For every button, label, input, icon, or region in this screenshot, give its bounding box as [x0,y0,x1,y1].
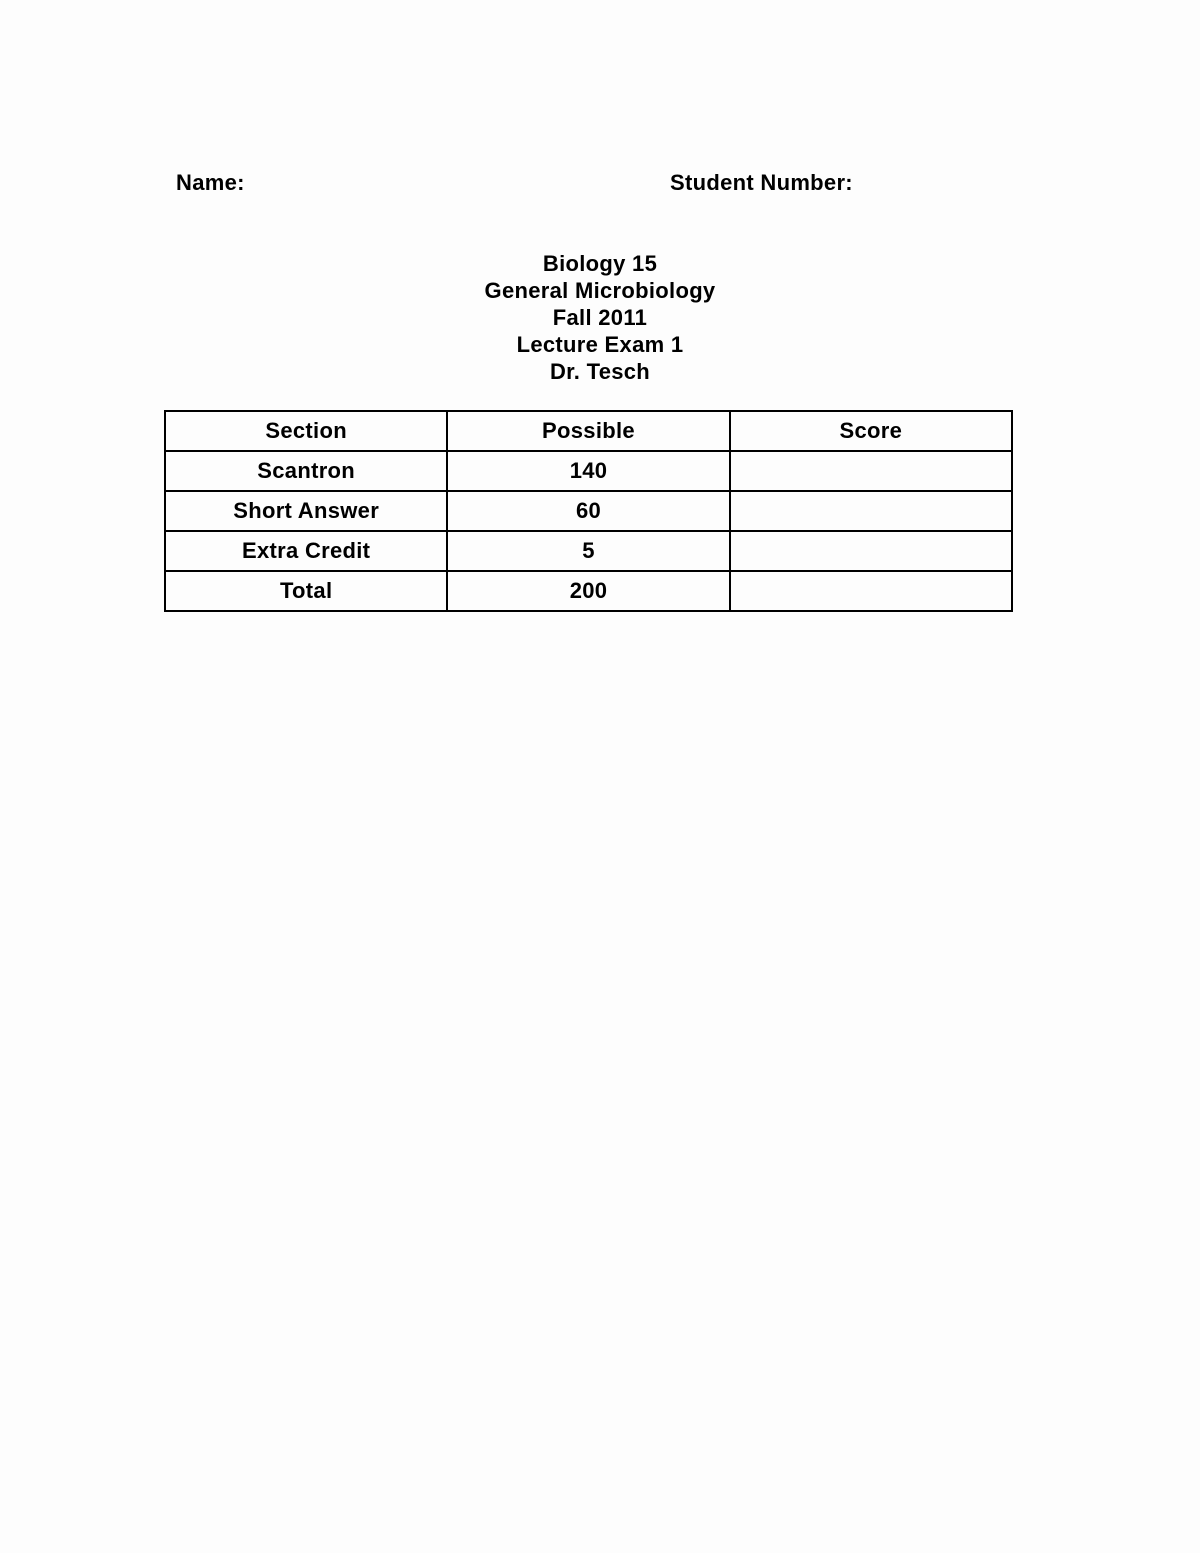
table-row [165,571,1012,611]
score-table [164,410,1013,612]
possible-cell: 140 [447,451,729,491]
table-row [165,451,1012,491]
score-cell [730,491,1012,531]
section-cell: Short Answer [165,491,447,531]
table-row [165,491,1012,531]
term-title: Fall 2011 [552,305,648,330]
student-number-label: Student Number: [670,170,853,195]
exam-title-block [0,250,1200,385]
name-label: Name: [176,170,245,195]
column-header-score: Score [730,411,1012,451]
course-title: Biology 15 [542,251,658,276]
exam-name: Lecture Exam 1 [516,332,684,357]
table-row [165,531,1012,571]
table-header-row [165,411,1012,451]
possible-cell: 200 [447,571,729,611]
score-cell [730,571,1012,611]
score-cell [730,451,1012,491]
possible-cell: 60 [447,491,729,531]
column-header-section: Section [165,411,447,451]
subject-title: General Microbiology [484,278,716,303]
section-cell: Extra Credit [165,531,447,571]
section-cell: Scantron [165,451,447,491]
instructor-name: Dr. Tesch [549,359,651,384]
column-header-possible: Possible [447,411,729,451]
possible-cell: 5 [447,531,729,571]
section-cell: Total [165,571,447,611]
score-cell [730,531,1012,571]
